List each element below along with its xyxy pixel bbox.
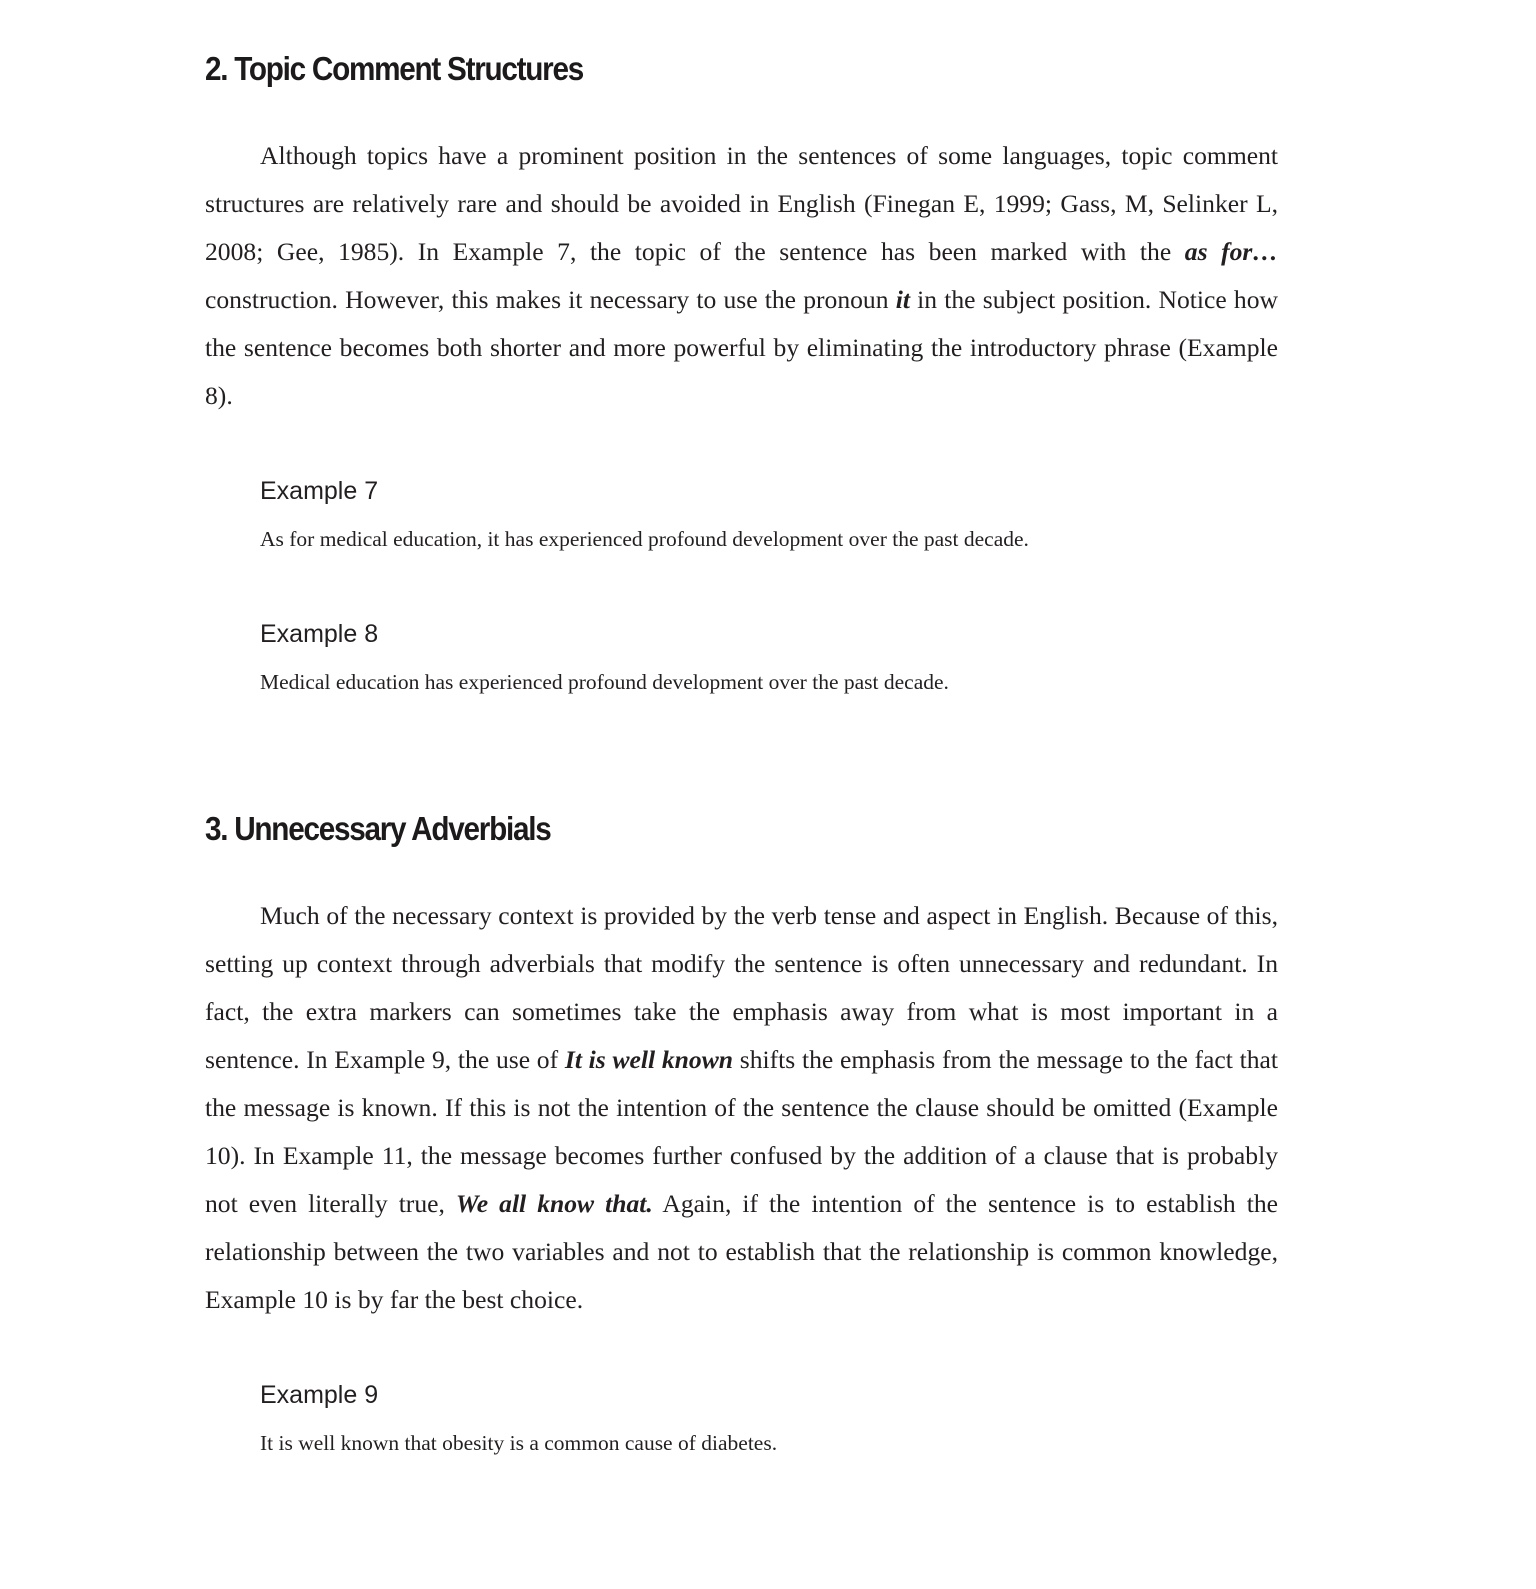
example-label: Example 9	[260, 1381, 379, 1409]
emphasis-text: as for…	[1184, 237, 1278, 266]
paragraph-text: shifts the emphasis from the message to the fact that the message is known. If this is not the intention of the sentence the clause should be omitted (Example 10). In Example 11, the message becomes further confused by the addition of a clause that is probably not even literally true,	[205, 1045, 1279, 1218]
emphasis-text: We all know that.	[455, 1189, 653, 1218]
example-label: Example 7	[260, 477, 379, 505]
example-sentence: As for medical education, it has experienced profound development over the past decade.	[260, 527, 1029, 551]
example-sentence: Medical education has experienced profound development over the past decade.	[260, 670, 949, 694]
example-label: Example 8	[260, 620, 379, 648]
example-sentence: It is well known that obesity is a common cause of diabetes.	[260, 1431, 778, 1455]
emphasis-text: It is well known	[564, 1045, 734, 1074]
section-heading-topic-comment: 2. Topic Comment Structures	[205, 50, 583, 87]
paragraph-text: Again, if the intention of the sentence is to establish the relationship between the two variables and not to establish that the relationship is common knowledge, Example 10 is by far the best choice.	[205, 1189, 1278, 1314]
paragraph-text: in the subject position. Notice how the sentence becomes both shorter and more powerful by eliminating the introductory phrase (Example 8).	[205, 285, 1278, 410]
paragraph-text: Much of the necessary context is provided by the verb tense and aspect in English. Because of this, setting up context through adverbials that modify the sentence is often unnecessary and redundant. In fact, the extra markers can sometimes take the emphasis away from what is most important in a sentence. In Example 9, the use of	[205, 901, 1278, 1074]
section-heading-unnecessary-adverbials: 3. Unnecessary Adverbials	[205, 810, 551, 847]
emphasis-text: it	[895, 285, 910, 314]
section-paragraph-unnecessary-adverbials	[205, 892, 1278, 1324]
paragraph-text: construction. However, this makes it necessary to use the pronoun	[205, 285, 896, 314]
section-paragraph-topic-comment	[205, 132, 1278, 420]
paragraph-text: Although topics have a prominent position in the sentences of some languages, topic comment structures are relatively rare and should be avoided in English (Finegan E, 1999; Gass, M, Selinker L, 2008; Gee, 1985). In Example 7, the topic of the sentence has been marked with the	[205, 141, 1278, 266]
